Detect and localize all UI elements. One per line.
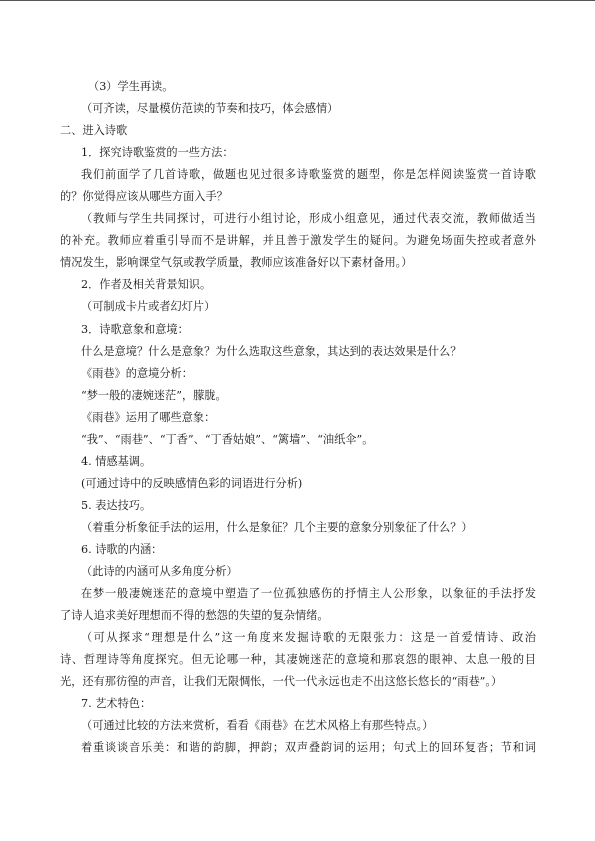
numbered-heading: 6. 诗歌的内涵： (81, 542, 163, 556)
text-line: 着重谈谈音乐美：和谐的韵脚，押韵；双声叠韵词的运用；句式上的回环复沓；节和词 (81, 741, 536, 755)
numbered-heading: 4. 情感基调。 (81, 454, 152, 468)
text-line: 在梦一般凄婉迷茫的意境中塑造了一位孤独感伤的抒情主人公形象，以象征的手法抒发 (81, 587, 536, 601)
text-line: （3）学生再读。 (88, 80, 174, 93)
numbered-heading: 5. 表达技巧。 (81, 498, 152, 512)
text-line: 我们前面学了几首诗歌，做题也见过很多诗歌鉴赏的题型，你是怎样阅读鉴赏一首诗歌 (81, 168, 536, 182)
text-line: 的补充。教师应着重引导而不是讲解，并且善于激发学生的疑问。为避免场面失控或者意外 (60, 234, 536, 248)
document-body (60, 76, 536, 759)
text-line: “我”、“雨巷”、“丁香”、“丁香姑娘”、“篱墙”、“油纸伞”。 (81, 432, 374, 446)
numbered-heading: 1．探究诗歌鉴赏的一些方法： (81, 146, 234, 160)
text-line: (可通过诗中的反映感情色彩的词语进行分析) (81, 476, 303, 490)
page-top-border (0, 0, 595, 1)
text-line: 什么是意境？什么是意象？为什么选取这些意象，其达到的表达效果是什么？ (81, 344, 462, 358)
text-line: （可齐读，尽量模仿范读的节奏和技巧，体会感情） (81, 102, 339, 116)
text-line: 诗、哲理诗等角度探究。但无论哪一种，其凄婉迷茫的意境和那哀怨的眼神、太息一般的目 (60, 653, 536, 667)
text-line: “梦一般的凄婉迷茫”，朦胧。 (81, 388, 227, 402)
text-line: 的？你觉得应该从哪些方面入手？ (60, 190, 228, 204)
text-line: 《雨巷》运用了哪些意象： (81, 410, 216, 424)
text-line: （可从探求“理想是什么”这一角度来发掘诗歌的无限张力：这是一首爱情诗、政治 (81, 631, 536, 645)
section-heading: 二、进入诗歌 (60, 124, 128, 138)
numbered-heading: 2．作者及相关背景知识。 (81, 278, 212, 292)
text-line: （可通过比较的方法来赏析，看看《雨巷》在艺术风格上有那些特点。） (81, 719, 434, 733)
text-line: （教师与学生共同探讨，可进行小组讨论，形成小组意见，通过代表交流，教师做适当 (81, 212, 536, 226)
text-line: 了诗人追求美好理想而不得的愁怨的失望的复杂情绪。 (60, 609, 329, 623)
text-line: （着重分析象征手法的运用，什么是象征？几个主要的意象分别象征了什么？） (81, 520, 473, 534)
text-line: 情况发生，影响课堂气氛或教学质量，教师应该准备好以下素材备用。） (60, 256, 413, 270)
numbered-heading: 7. 艺术特色： (81, 697, 152, 711)
text-line: （可制成卡片或者幻灯片） (81, 300, 216, 314)
numbered-heading: 3．诗歌意象和意境： (81, 322, 189, 336)
text-line: 《雨巷》的意境分析： (81, 366, 193, 380)
text-line: （此诗的内涵可从多角度分析） (81, 565, 238, 579)
text-line: 光，还有那彷徨的声音，让我们无限惆怅，一代一代永远也走不出这悠长悠长的“雨巷”。） (60, 675, 503, 689)
